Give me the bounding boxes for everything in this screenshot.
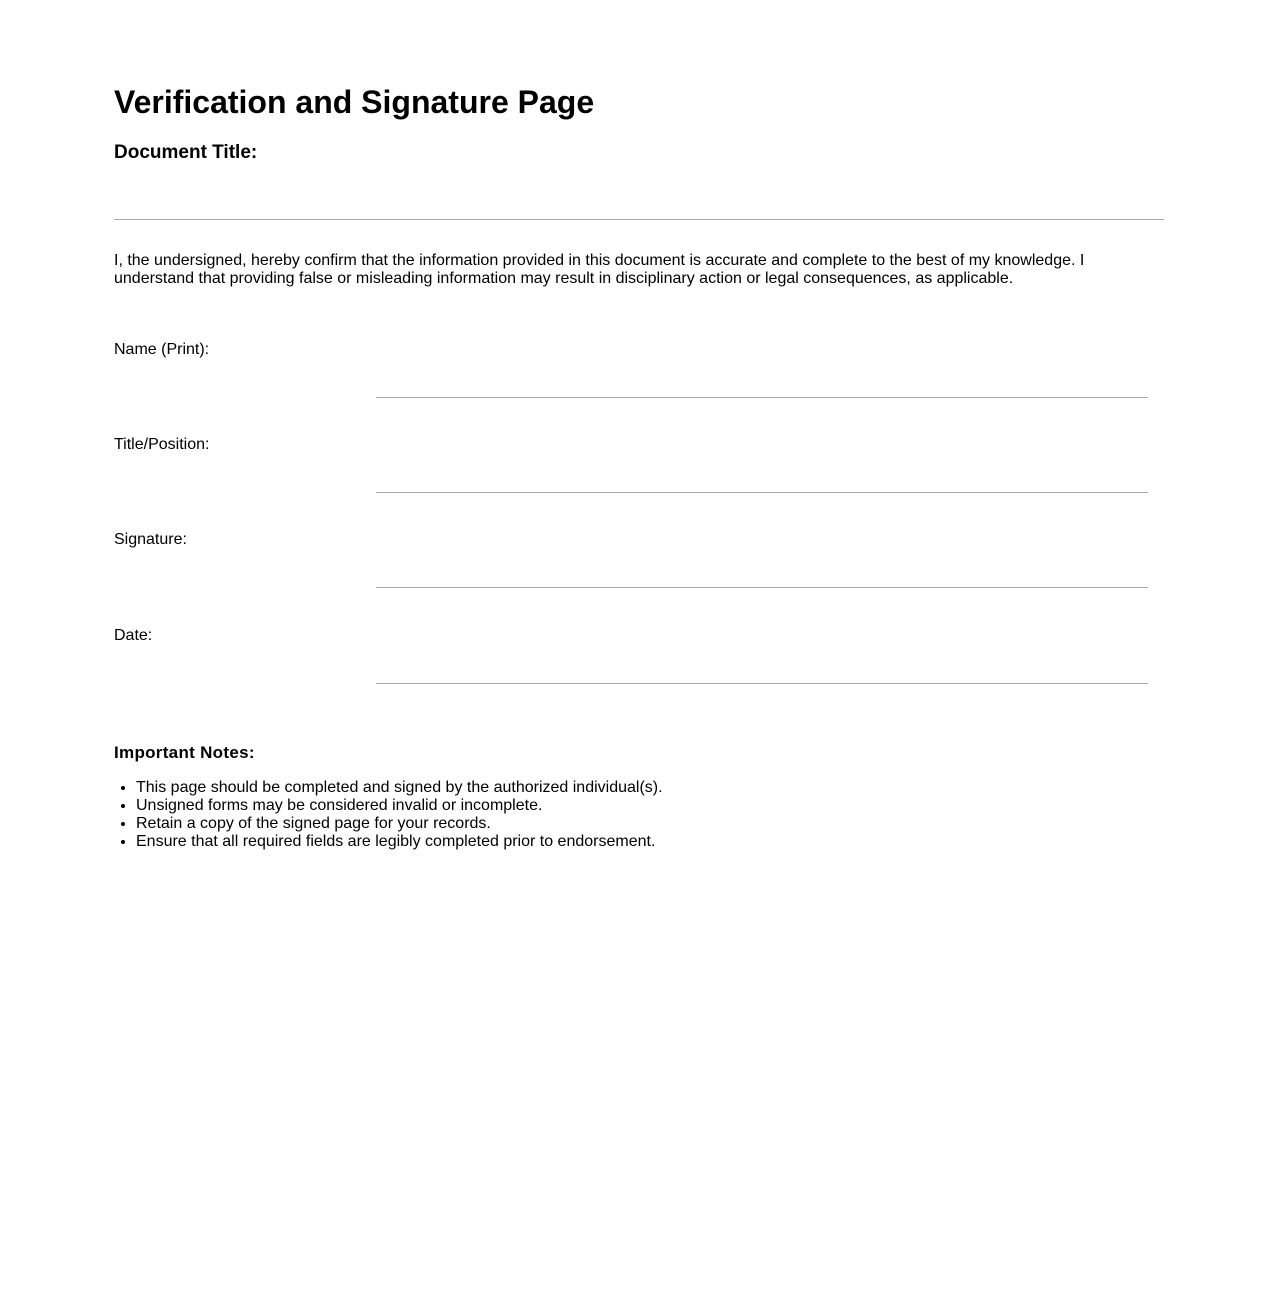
name-print-label: Name (Print): <box>114 341 210 358</box>
document-title-field[interactable] <box>114 219 1164 220</box>
date-label: Date: <box>114 627 153 644</box>
document-title-label: Document Title: <box>114 142 258 163</box>
title-position-label: Title/Position: <box>114 436 210 453</box>
signature-label: Signature: <box>114 531 187 548</box>
certification-statement: I, the undersigned, hereby confirm that the information provided in this document is accurate and complete to the best of my knowledge. I understand that providing false or misleading information may result in disciplinary action or legal consequences, as applicable. <box>114 252 1085 287</box>
note-item: • Retain a copy of the signed page for your records. <box>136 815 663 833</box>
title-position-field[interactable] <box>376 492 1148 493</box>
name-print-field[interactable] <box>376 397 1148 398</box>
note-item: • This page should be completed and signed by the authorized individual(s). <box>136 779 663 797</box>
important-notes-list <box>114 779 663 851</box>
signature-field[interactable] <box>376 587 1148 588</box>
page-title: Verification and Signature Page <box>114 84 595 120</box>
important-notes-heading: Important Notes: <box>114 743 255 762</box>
note-item: • Ensure that all required fields are legibly completed prior to endorsement. <box>136 833 663 851</box>
date-field[interactable] <box>376 683 1148 684</box>
note-item: • Unsigned forms may be considered invalid or incomplete. <box>136 797 663 815</box>
